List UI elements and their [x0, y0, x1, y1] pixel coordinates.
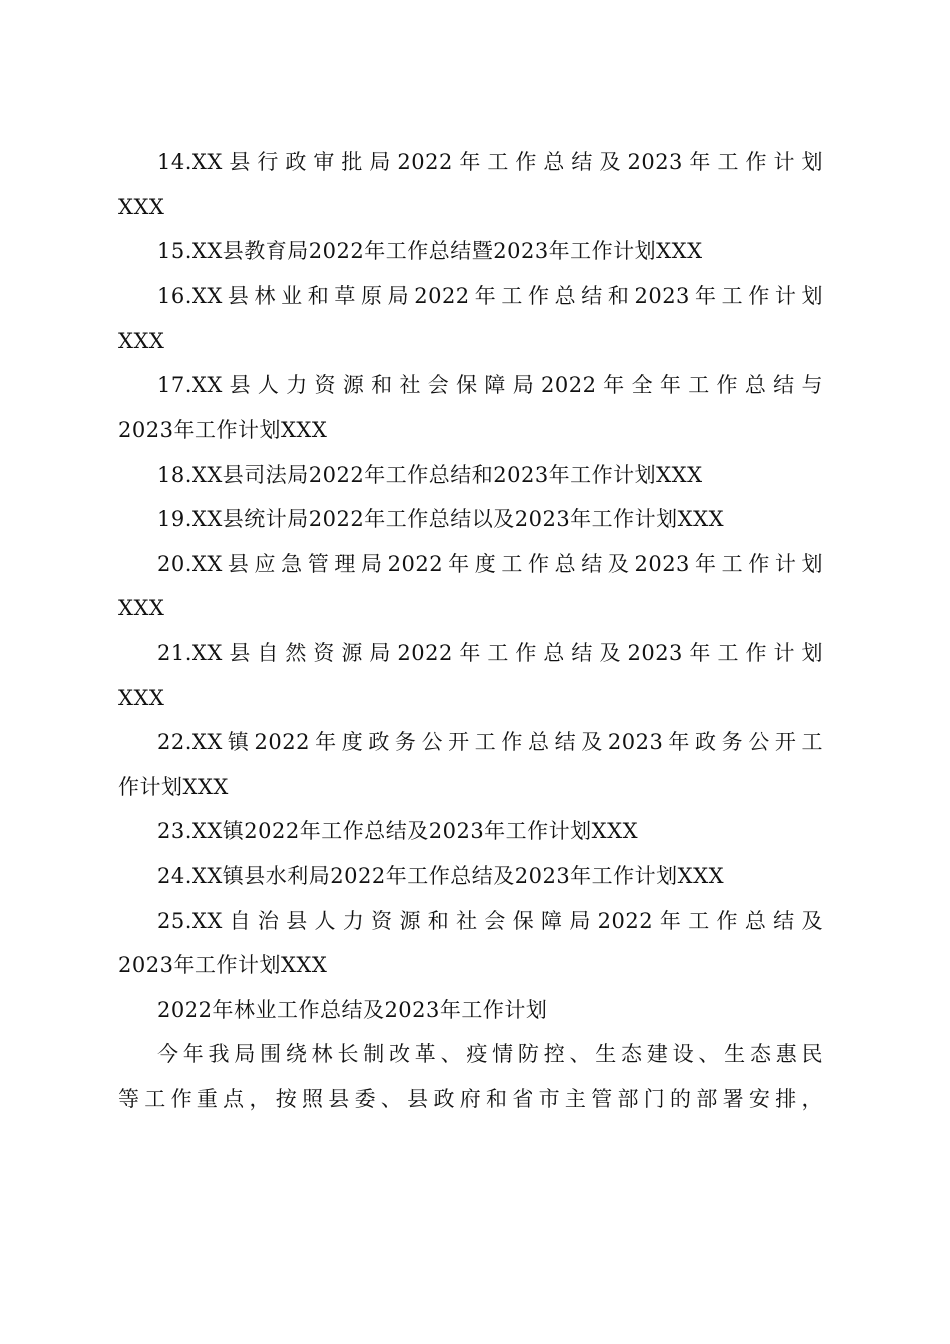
toc-item-14-cont: XXX	[118, 195, 165, 219]
toc-item-22: 22.XX镇2022年度政务公开工作总结及2023年政务公开工	[157, 730, 823, 754]
toc-item-16-cont: XXX	[118, 329, 165, 353]
toc-item-18: 18.XX县司法局2022年工作总结和2023年工作计划XXX	[157, 463, 703, 487]
toc-item-19: 19.XX县统计局2022年工作总结以及2023年工作计划XXX	[157, 507, 725, 531]
toc-item-17: 17.XX县人力资源和社会保障局2022年全年工作总结与	[157, 373, 823, 397]
section-title: 2022年林业工作总结及2023年工作计划	[157, 998, 548, 1022]
toc-item-14: 14.XX县行政审批局2022年工作总结及2023年工作计划	[157, 150, 823, 174]
toc-item-25-cont: 2023年工作计划XXX	[118, 953, 328, 977]
body-paragraph-line-1: 今年我局围绕林长制改革、疫情防控、生态建设、生态惠民	[157, 1042, 823, 1066]
toc-item-24: 24.XX镇县水利局2022年工作总结及2023年工作计划XXX	[157, 864, 725, 888]
toc-item-22-cont: 作计划XXX	[118, 775, 229, 799]
toc-item-16: 16.XX县林业和草原局2022年工作总结和2023年工作计划	[157, 284, 823, 308]
toc-item-25: 25.XX自治县人力资源和社会保障局2022年工作总结及	[157, 909, 823, 933]
toc-item-20: 20.XX县应急管理局2022年度工作总结及2023年工作计划	[157, 552, 823, 576]
toc-item-21-cont: XXX	[118, 686, 165, 710]
body-paragraph-line-2: 等工作重点，按照县委、县政府和省市主管部门的部署安排，	[118, 1087, 823, 1111]
toc-item-17-cont: 2023年工作计划XXX	[118, 418, 328, 442]
toc-item-20-cont: XXX	[118, 596, 165, 620]
toc-item-23: 23.XX镇2022年工作总结及2023年工作计划XXX	[157, 819, 639, 843]
toc-item-21: 21.XX县自然资源局2022年工作总结及2023年工作计划	[157, 641, 823, 665]
toc-item-15: 15.XX县教育局2022年工作总结暨2023年工作计划XXX	[157, 239, 703, 263]
